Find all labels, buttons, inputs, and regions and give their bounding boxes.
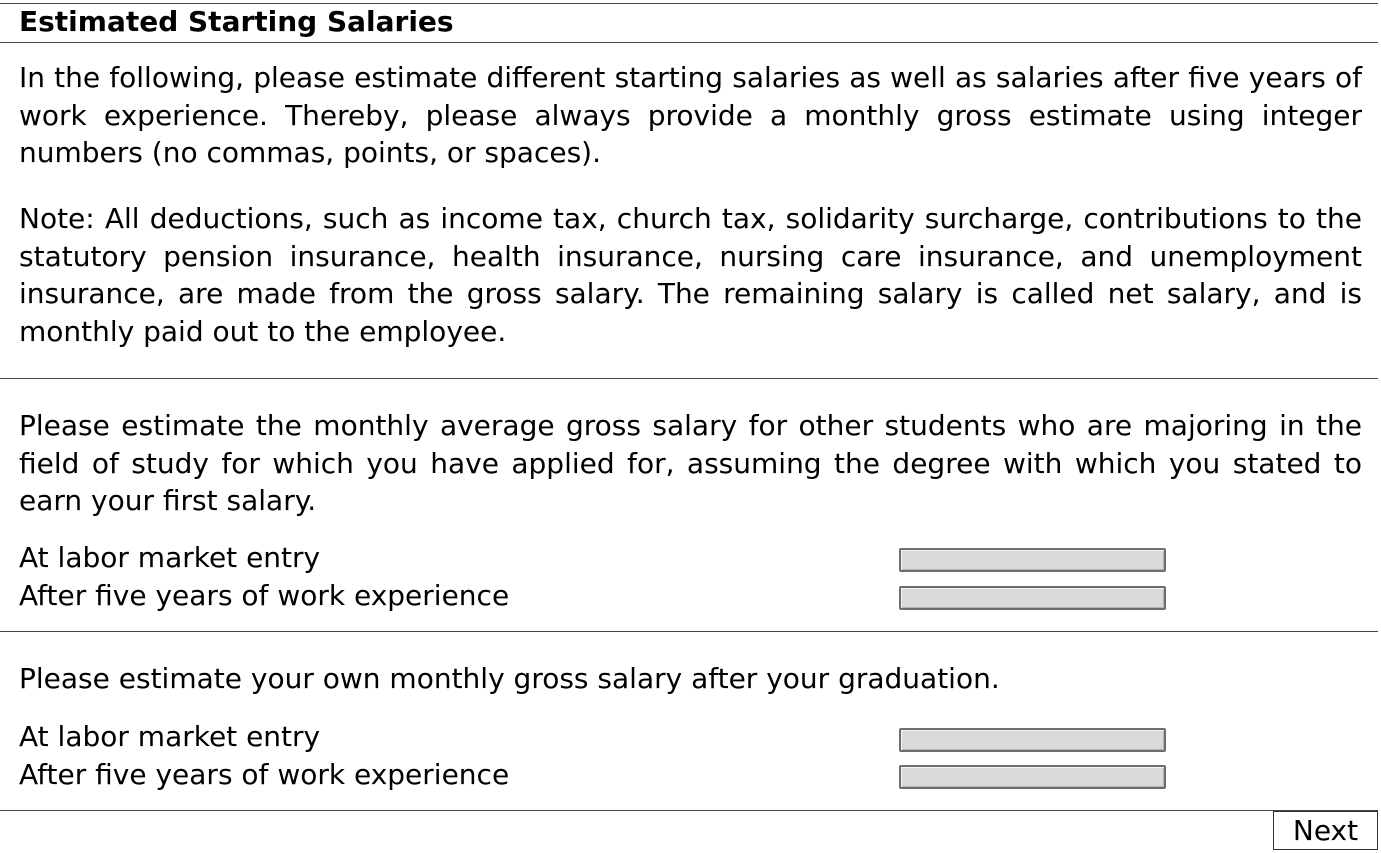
intro-paragraph: In the following, please estimate different starting salaries as well as salaries after five years of work experience. Thereby, please always provide a monthly gross estimate using integer numbers (no commas, points, or spaces). (19, 61, 1362, 169)
note-paragraph: Note: All deductions, such as income tax, church tax, solidarity surcharge, contributions to the statutory pension insurance, health insurance, nursing care insurance, and unemployment insurance, are made from the gross salary. The remaining salary is called net salary, and is monthly paid out to the employee. (19, 202, 1362, 348)
own-five-years-label: After five years of work experience (19, 758, 510, 791)
section-divider-2 (0, 631, 1378, 632)
others-entry-salary-input[interactable] (899, 548, 1166, 572)
own-entry-salary-input[interactable] (899, 728, 1166, 752)
page-title: Estimated Starting Salaries (19, 5, 454, 38)
others-salary-question: Please estimate the monthly average gross salary for other students who are majoring in the field of study for which you have applied for, assuming the degree with which you stated to earn your first salary. (19, 409, 1362, 517)
section-divider-1 (0, 378, 1378, 379)
footer-divider (0, 810, 1378, 811)
next-button[interactable]: Next (1273, 811, 1378, 850)
own-five-years-salary-input[interactable] (899, 765, 1166, 789)
others-five-years-salary-input[interactable] (899, 586, 1166, 610)
others-entry-label: At labor market entry (19, 541, 321, 574)
own-salary-question: Please estimate your own monthly gross salary after your graduation. (19, 662, 1000, 695)
own-entry-label: At labor market entry (19, 720, 321, 753)
title-divider (0, 42, 1378, 43)
others-five-years-label: After five years of work experience (19, 579, 510, 612)
